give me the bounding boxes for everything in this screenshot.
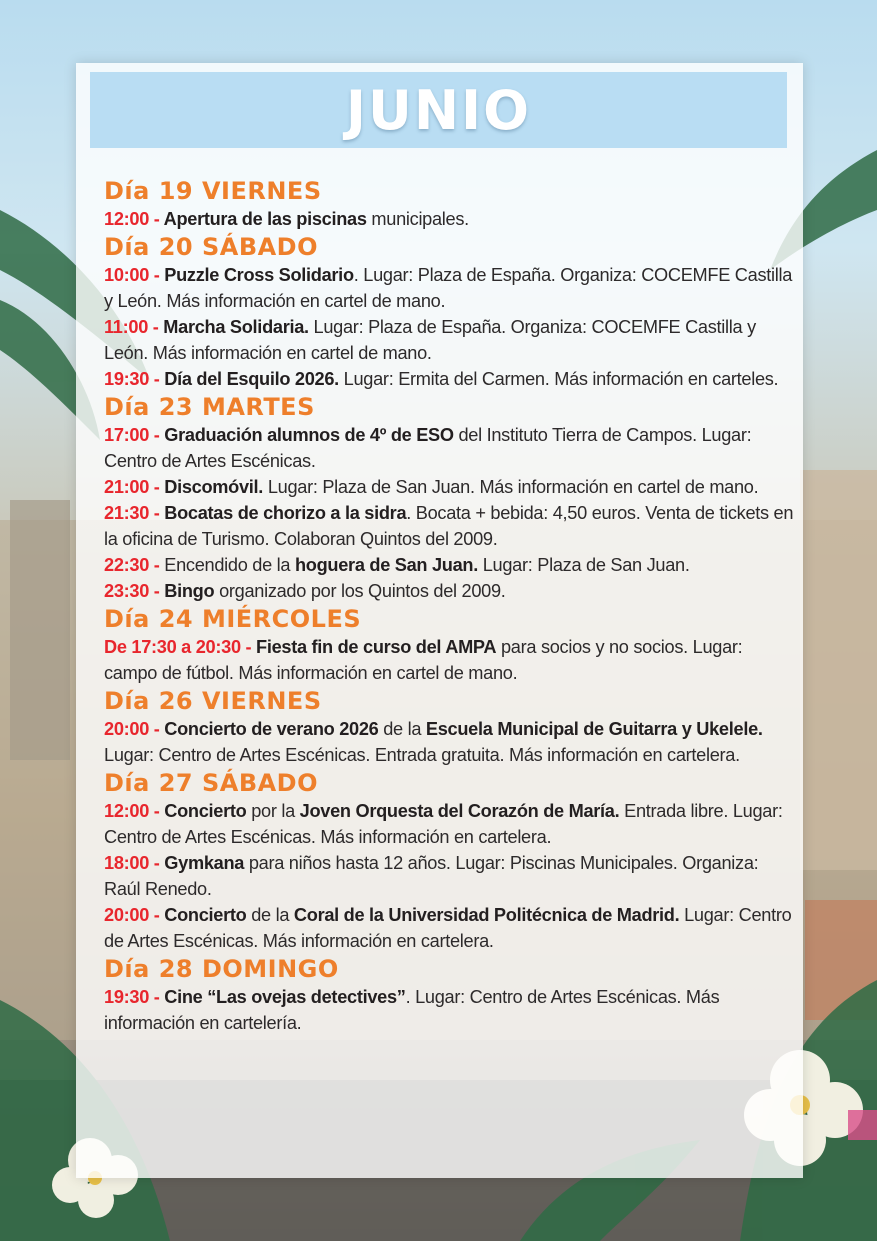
event-item — [104, 578, 794, 604]
event-item — [104, 798, 794, 850]
event-item — [104, 366, 794, 392]
event-item — [104, 262, 794, 314]
day-heading: Día 23 MARTES — [104, 393, 315, 421]
event-time: 11:00 - — [104, 317, 164, 337]
event-text: Lugar: Centro de Artes Escénicas. Más información en cartelera. — [104, 905, 792, 951]
event-highlight: Coral de la Universidad Politécnica de Madrid. — [293, 905, 680, 925]
event-time: 21:00 - — [104, 477, 165, 497]
event-text: para niños hasta 12 años. Lugar: Piscinas Municipales. Organiza: Raúl Renedo. — [104, 853, 759, 899]
event-text: de la — [246, 905, 294, 925]
event-text: del Instituto Tierra de Campos. Lugar: Centro de Artes Escénicas. — [104, 425, 752, 471]
event-text: Entrada libre. Lugar: Centro de Artes Escénicas. Más información en cartelera. — [104, 801, 783, 847]
day-heading: Día 20 SÁBADO — [104, 233, 319, 261]
event-time: 19:30 - — [104, 987, 165, 1007]
event-highlight: Apertura de las piscinas — [163, 209, 367, 229]
event-item — [104, 552, 794, 578]
event-highlight: Fiesta fin de curso del AMPA — [256, 637, 497, 657]
event-text: . Lugar: Plaza de España. Organiza: COCEMFE Castilla y León. Más información en cartel de mano. — [104, 265, 793, 311]
event-time: 12:00 - — [104, 209, 164, 229]
event-time: 17:00 - — [104, 425, 165, 445]
event-time: 19:30 - — [104, 369, 165, 389]
event-item — [104, 902, 794, 954]
event-text: . Lugar: Centro de Artes Escénicas. Más información en cartelería. — [104, 987, 720, 1033]
event-highlight: Gymkana — [164, 853, 245, 873]
event-highlight: Bingo — [164, 581, 215, 601]
event-highlight: Cine “Las ovejas detectives” — [164, 987, 406, 1007]
event-text: para socios y no socios. Lugar: campo de fútbol. Más información en cartel de mano. — [104, 637, 743, 683]
day-heading: Día 26 VIERNES — [104, 687, 322, 715]
event-text: municipales. — [366, 209, 469, 229]
event-item — [104, 422, 794, 474]
event-time: 18:00 - — [104, 853, 165, 873]
event-item — [104, 474, 794, 500]
event-item — [104, 634, 794, 686]
event-time: 23:30 - — [104, 581, 165, 601]
day-heading: Día 19 VIERNES — [104, 177, 322, 205]
event-item — [104, 206, 794, 232]
day-heading: Día 28 DOMINGO — [104, 955, 339, 983]
schedule-list — [104, 176, 794, 1036]
event-text: Lugar: Plaza de España. Organiza: COCEMFE Castilla y León. Más información en cartel de mano. — [104, 317, 756, 363]
event-highlight: Joven Orquesta del Corazón de María. — [299, 801, 620, 821]
event-highlight: Escuela Municipal de Guitarra y Ukelele. — [425, 719, 763, 739]
event-text: Lugar: Plaza de San Juan. Más información en cartel de mano. — [263, 477, 759, 497]
event-text: Lugar: Plaza de San Juan. — [477, 555, 690, 575]
event-item — [104, 500, 794, 552]
event-highlight: hoguera de San Juan. — [294, 555, 478, 575]
event-highlight: Concierto — [164, 801, 247, 821]
event-text: . Bocata + bebida: 4,50 euros. Venta de tickets en la oficina de Turismo. Colaboran Quintos del 2009. — [104, 503, 794, 549]
event-item — [104, 314, 794, 366]
event-highlight: Puzzle Cross Solidario — [164, 265, 354, 285]
event-highlight: Concierto — [164, 905, 247, 925]
event-time: 21:30 - — [104, 503, 165, 523]
event-item — [104, 850, 794, 902]
event-item — [104, 716, 794, 768]
event-highlight: Discomóvil. — [164, 477, 264, 497]
event-item — [104, 984, 794, 1036]
event-highlight: Bocatas de chorizo a la sidra — [164, 503, 407, 523]
event-text: Lugar: Ermita del Carmen. Más información en carteles. — [338, 369, 779, 389]
event-time: 22:30 - — [104, 555, 165, 575]
event-time: 10:00 - — [104, 265, 165, 285]
event-text: de la — [378, 719, 426, 739]
event-time: De 17:30 a 20:30 - — [104, 637, 257, 657]
page-title: JUNIO — [345, 78, 532, 142]
event-highlight: Concierto de verano 2026 — [164, 719, 379, 739]
event-text: organizado por los Quintos del 2009. — [214, 581, 506, 601]
event-text: Encendido de la — [164, 555, 295, 575]
event-time: 20:00 - — [104, 719, 165, 739]
title-banner — [90, 72, 787, 148]
event-highlight: Graduación alumnos de 4º de ESO — [164, 425, 454, 445]
event-text: Lugar: Centro de Artes Escénicas. Entrada gratuita. Más información en cartelera. — [104, 745, 740, 765]
event-highlight: Marcha Solidaria. — [163, 317, 309, 337]
day-heading: Día 27 SÁBADO — [104, 769, 319, 797]
day-heading: Día 24 MIÉRCOLES — [104, 605, 362, 633]
event-time: 20:00 - — [104, 905, 165, 925]
event-text: por la — [246, 801, 300, 821]
event-highlight: Día del Esquilo 2026. — [164, 369, 339, 389]
event-time: 12:00 - — [104, 801, 165, 821]
